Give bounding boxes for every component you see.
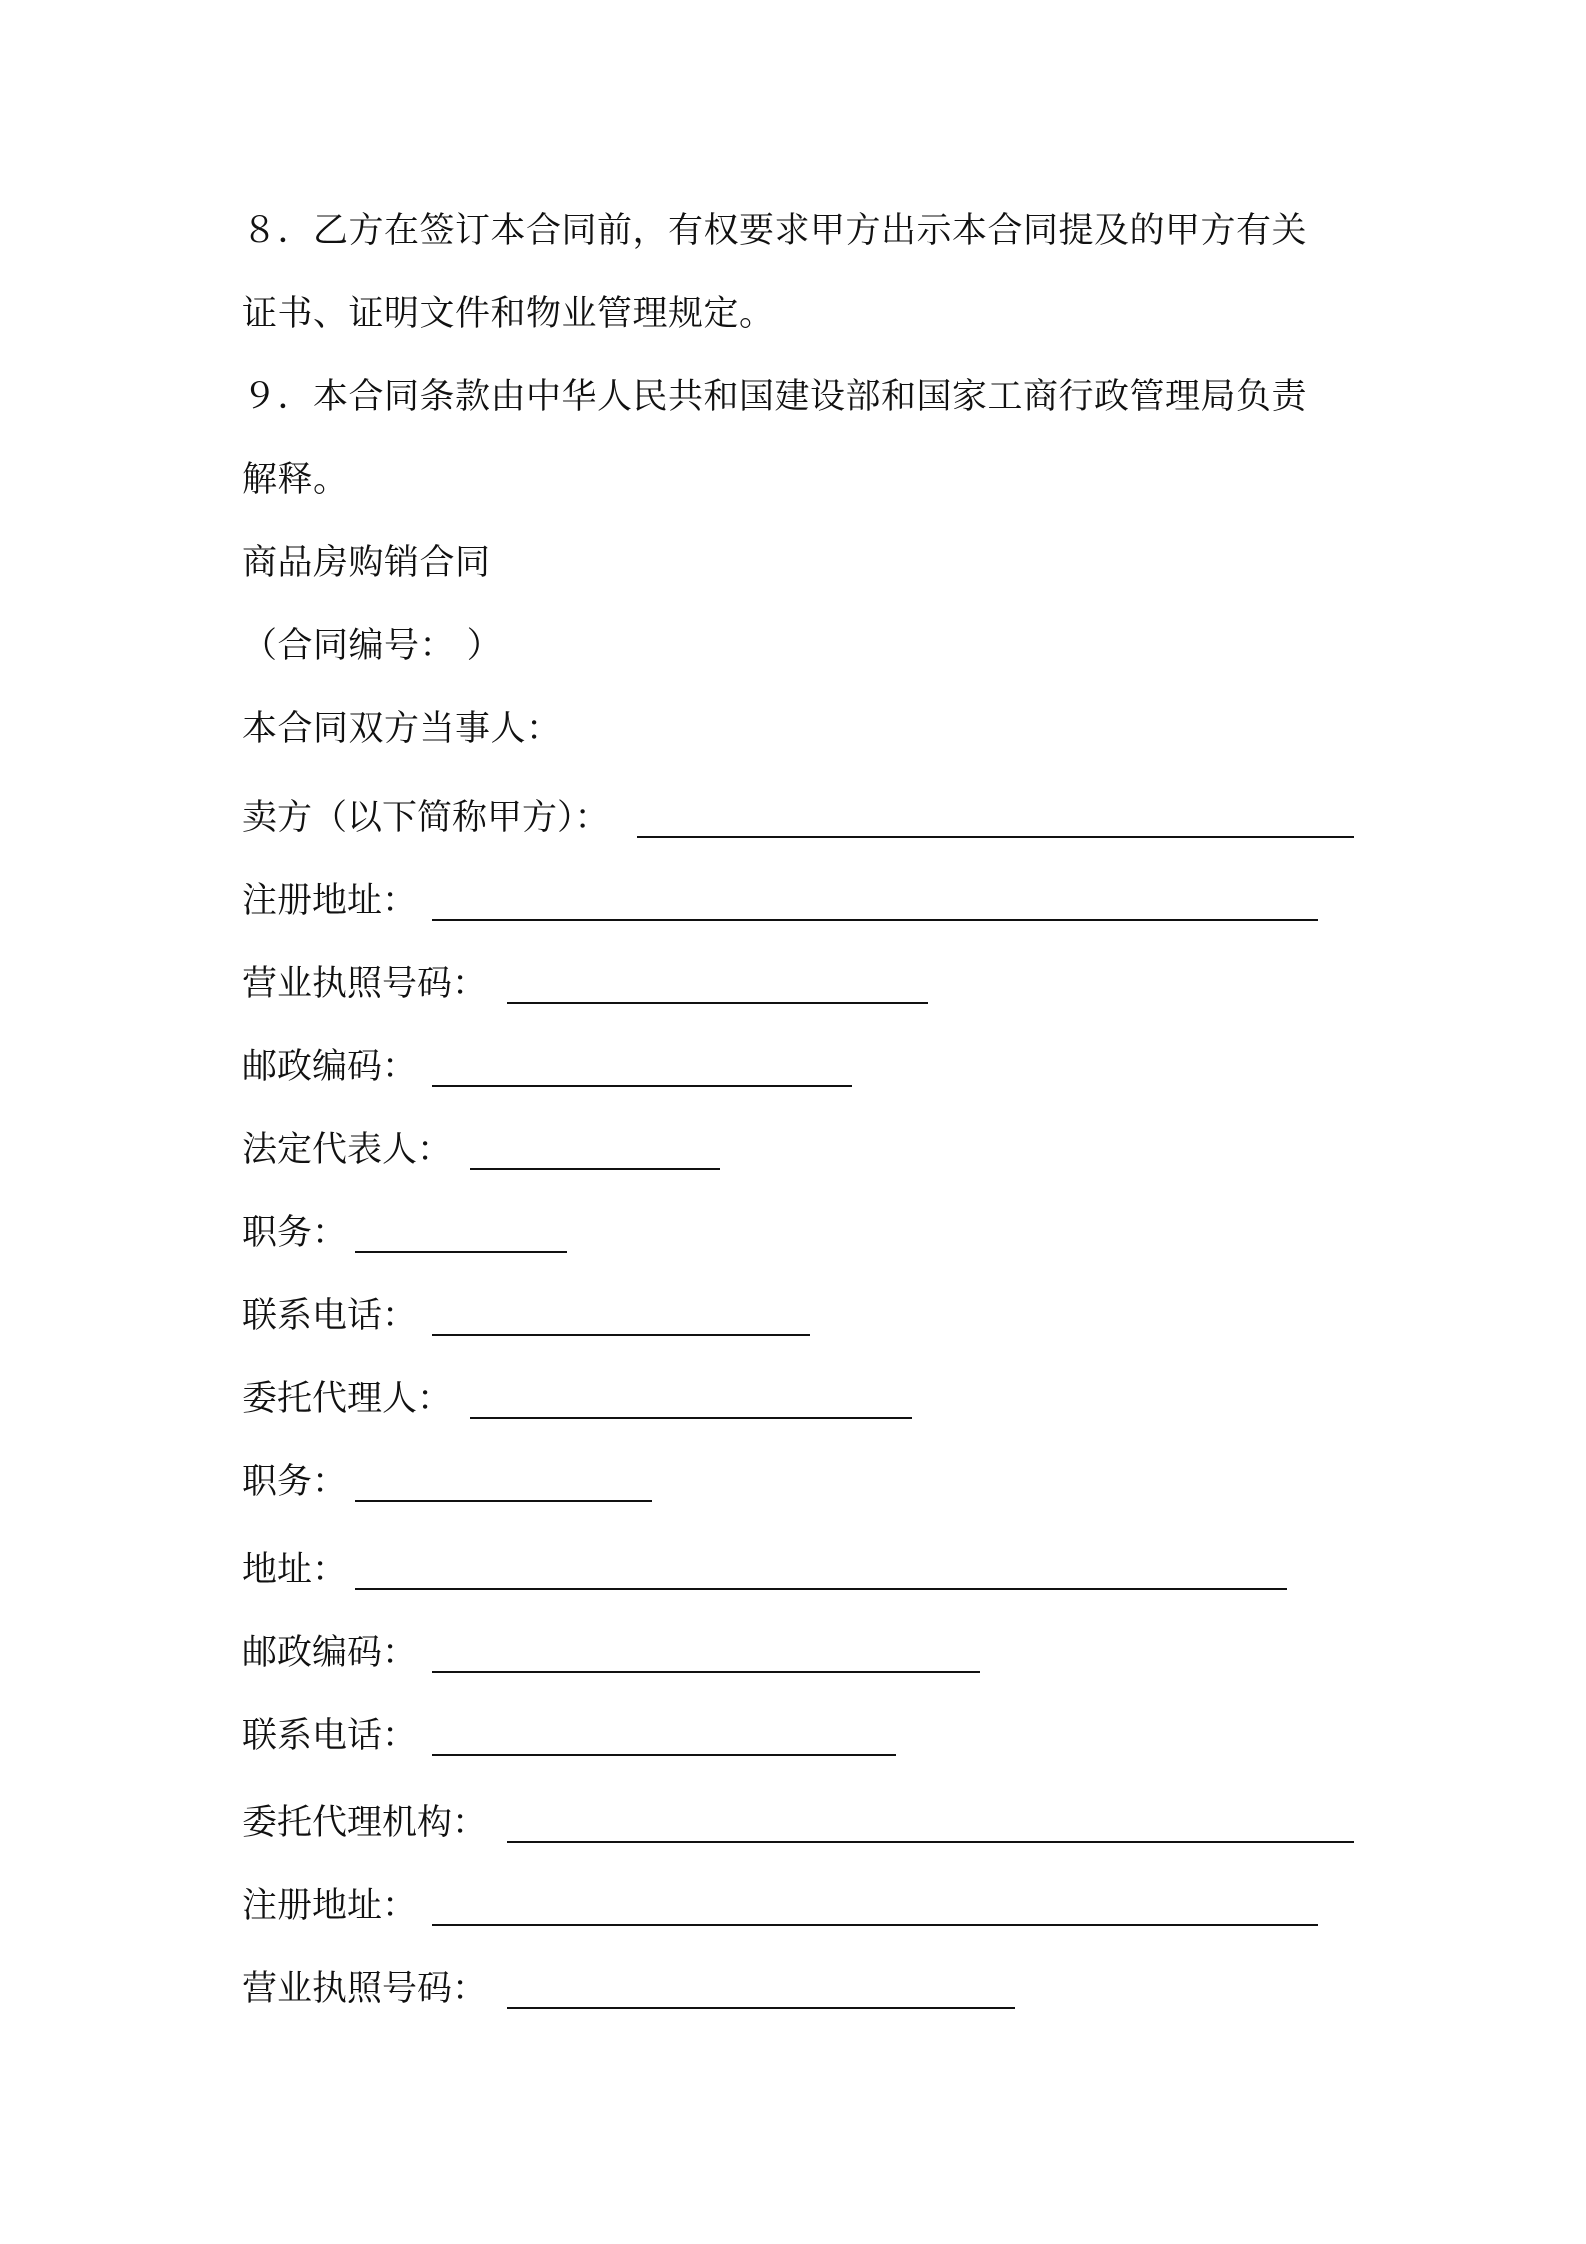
field-label: 委托代理机构：: [242, 1803, 488, 1843]
field-label: 职务：: [242, 1462, 348, 1502]
business-license-blank[interactable]: [507, 1002, 928, 1004]
agency-registered-address-field: [242, 1884, 1318, 1932]
field-label: 注册地址：: [242, 1886, 418, 1926]
agency-business-license-blank[interactable]: [507, 2007, 1015, 2009]
position-field: [242, 1211, 567, 1259]
clause-9-line-2: 解释。: [242, 460, 349, 500]
agency-business-license-field: [242, 1967, 1015, 2015]
field-label: 联系电话：: [242, 1716, 418, 1756]
address-field: [242, 1548, 1287, 1596]
agent-phone-blank[interactable]: [432, 1754, 896, 1756]
agent-phone-field: [242, 1714, 896, 1762]
contract-title: 商品房购销合同: [242, 543, 491, 583]
field-label: 邮政编码：: [242, 1633, 418, 1673]
field-label: 法定代表人：: [242, 1130, 453, 1170]
field-label: 联系电话：: [242, 1296, 418, 1336]
authorized-agent-blank[interactable]: [470, 1417, 912, 1419]
postal-code-blank[interactable]: [432, 1085, 852, 1087]
agency-blank[interactable]: [507, 1841, 1354, 1843]
field-label: 营业执照号码：: [242, 964, 488, 1004]
field-label: 卖方（以下简称甲方）：: [242, 798, 610, 838]
business-license-field: [242, 962, 928, 1010]
agent-position-blank[interactable]: [355, 1500, 652, 1502]
parties-heading: 本合同双方当事人：: [242, 709, 562, 749]
field-label: 职务：: [242, 1213, 348, 1253]
postal-code-field: [242, 1045, 852, 1093]
registered-address-field: [242, 879, 1318, 927]
field-label: 邮政编码：: [242, 1047, 418, 1087]
seller-blank[interactable]: [637, 836, 1354, 838]
field-label: 地址：: [242, 1550, 348, 1590]
registered-address-blank[interactable]: [432, 919, 1318, 921]
position-blank[interactable]: [355, 1251, 567, 1253]
agent-postal-code-field: [242, 1631, 980, 1679]
address-blank[interactable]: [355, 1588, 1287, 1590]
clause-8-line-2: 证书、证明文件和物业管理规定。: [242, 294, 775, 334]
agency-registered-address-blank[interactable]: [432, 1924, 1318, 1926]
seller-field: [242, 796, 1354, 844]
agent-postal-code-blank[interactable]: [432, 1671, 980, 1673]
agent-position-field: [242, 1460, 652, 1508]
legal-representative-blank[interactable]: [470, 1168, 720, 1170]
phone-field: [242, 1294, 810, 1342]
field-label: 注册地址：: [242, 881, 418, 921]
legal-representative-field: [242, 1128, 720, 1176]
clause-9-line-1: ９．本合同条款由中华人民共和国建设部和国家工商行政管理局负责: [242, 377, 1308, 417]
authorized-agent-field: [242, 1377, 912, 1425]
agency-field: [242, 1801, 1354, 1849]
clause-8-line-1: ８．乙方在签订本合同前，有权要求甲方出示本合同提及的甲方有关: [242, 211, 1308, 251]
contract-number-label: （合同编号： ）: [242, 626, 503, 666]
field-label: 委托代理人：: [242, 1379, 453, 1419]
phone-blank[interactable]: [432, 1334, 810, 1336]
field-label: 营业执照号码：: [242, 1969, 488, 2009]
